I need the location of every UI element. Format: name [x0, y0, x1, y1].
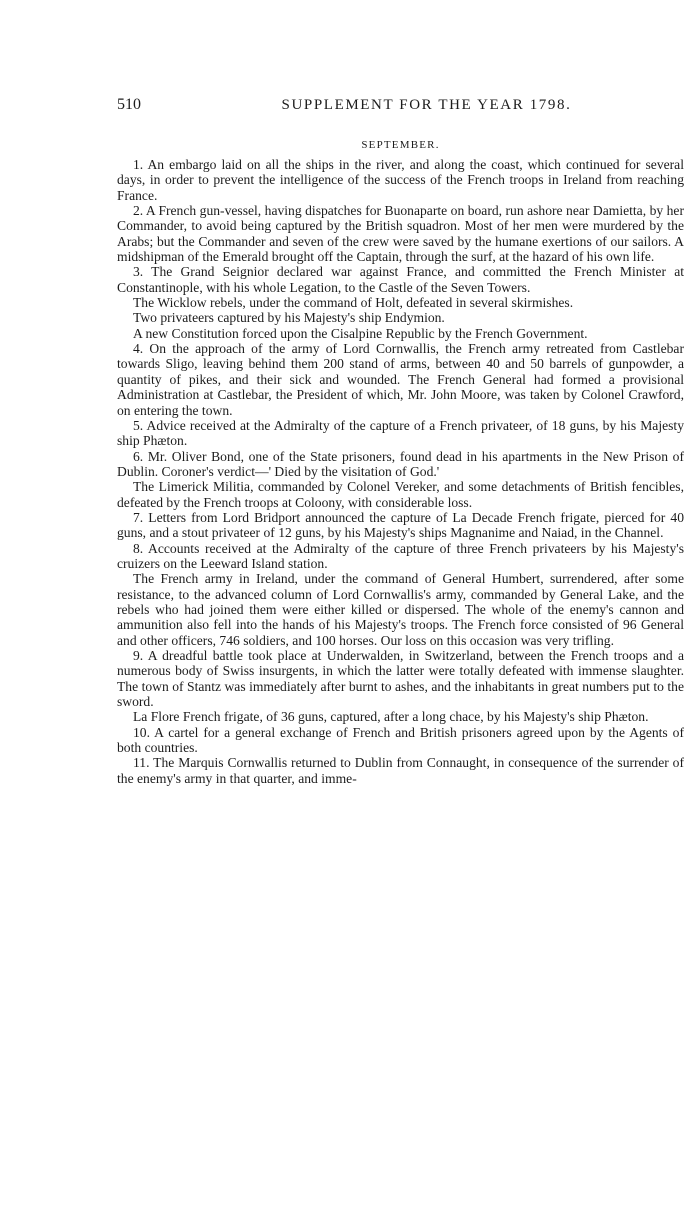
page — [117, 96, 684, 786]
chronicle-entry: 6. Mr. Oliver Bond, one of the State prisoners, found dead in his apartments in the New Prison of Dublin. Coroner's verdict—' Died by the visitation of God.' — [117, 448, 684, 479]
chronicle-entry: The Limerick Militia, commanded by Colonel Vereker, and some detachments of British fencibles, defeated by the French troops at Coloony, with considerable loss. — [117, 479, 684, 510]
chronicle-entries — [117, 157, 684, 786]
chronicle-entry: 8. Accounts received at the Admiralty of the capture of three French privateers by his Majesty's cruizers on the Leeward Island station. — [117, 540, 684, 571]
running-title: SUPPLEMENT FOR THE YEAR 1798. — [281, 97, 572, 113]
chronicle-entry: A new Constitution forced upon the Cisalpine Republic by the French Government. — [133, 325, 588, 341]
chronicle-entry: 1. An embargo laid on all the ships in the river, and along the coast, which continued for several days, in order to prevent the intelligence of the success of the French troops in Ireland from reaching France. — [117, 157, 684, 203]
chronicle-entry: The Wicklow rebels, under the command of Holt, defeated in several skirmishes. — [133, 295, 574, 311]
chronicle-entry: The French army in Ireland, under the command of General Humbert, surrendered, after some resistance, to the advanced column of Lord Cornwallis's army, commanded by General Lake, and the rebels who had joined them were either killed or dispersed. The whole of the enemy's cannon and ammunition also fell into the hands of his Majesty's troops. The French force consisted of 96 General and other officers, 746 soldiers, and 100 horses. Our loss on this occasion was very trifling. — [117, 571, 684, 648]
chronicle-entry: 2. A French gun-vessel, having dispatches for Buonaparte on board, run ashore near Damietta, by her Commander, to avoid being captured by the British squadron. Most of her men were murdered by the Arabs; but the Commander and seven of the crew were saved by the humane exertions of our sailors. A midshipman of the Emerald brought off the Captain, through the surf, at the hazard of his own life. — [117, 203, 684, 265]
chronicle-entry: 10. A cartel for a general exchange of French and British prisoners agreed upon by the Agents of both countries. — [117, 724, 684, 756]
chronicle-entry: Two privateers captured by his Majesty's ship Endymion. — [133, 310, 445, 326]
section-title: SEPTEMBER. — [361, 139, 440, 151]
running-header — [117, 96, 684, 126]
chronicle-entry: 5. Advice received at the Admiralty of the capture of a French privateer, of 18 guns, by his Majesty ship Phæton. — [117, 417, 684, 449]
chronicle-entry: La Flore French frigate, of 36 guns, captured, after a long chace, by his Majesty's ship Phæton. — [133, 709, 649, 725]
chronicle-entry: 7. Letters from Lord Bridport announced the capture of La Decade French frigate, pierced for 40 guns, and a stout privateer of 12 guns, by his Majesty's ships Magnanime and Naiad, in the Channel. — [117, 509, 684, 541]
chronicle-entry: 11. The Marquis Cornwallis returned to Dublin from Connaught, in consequence of the surrender of the enemy's army in that quarter, and imme- — [117, 755, 684, 786]
page-number: 510 — [117, 96, 141, 113]
chronicle-entry: 9. A dreadful battle took place at Underwalden, in Switzerland, between the French troops and a numerous body of Swiss insurgents, in which the latter were totally defeated with immense slaughter. The town of Stantz was immediately after burnt to ashes, and the inhabitants in great numbers put to the sword. — [117, 648, 684, 710]
chronicle-entry: 4. On the approach of the army of Lord Cornwallis, the French army retreated from Castlebar towards Sligo, leaving behind them 200 stand of arms, between 40 and 50 barrels of gunpowder, a quantity of pikes, and their sick and wounded. The French General had formed a provisional Administration at Castlebar, the President of which, Mr. John Moore, was taken by Colonel Crawford, on entering the town. — [117, 341, 684, 418]
chronicle-entry: 3. The Grand Seignior declared war against France, and committed the French Minister at Constantinople, with his whole Legation, to the Castle of the Seven Towers. — [117, 264, 684, 295]
